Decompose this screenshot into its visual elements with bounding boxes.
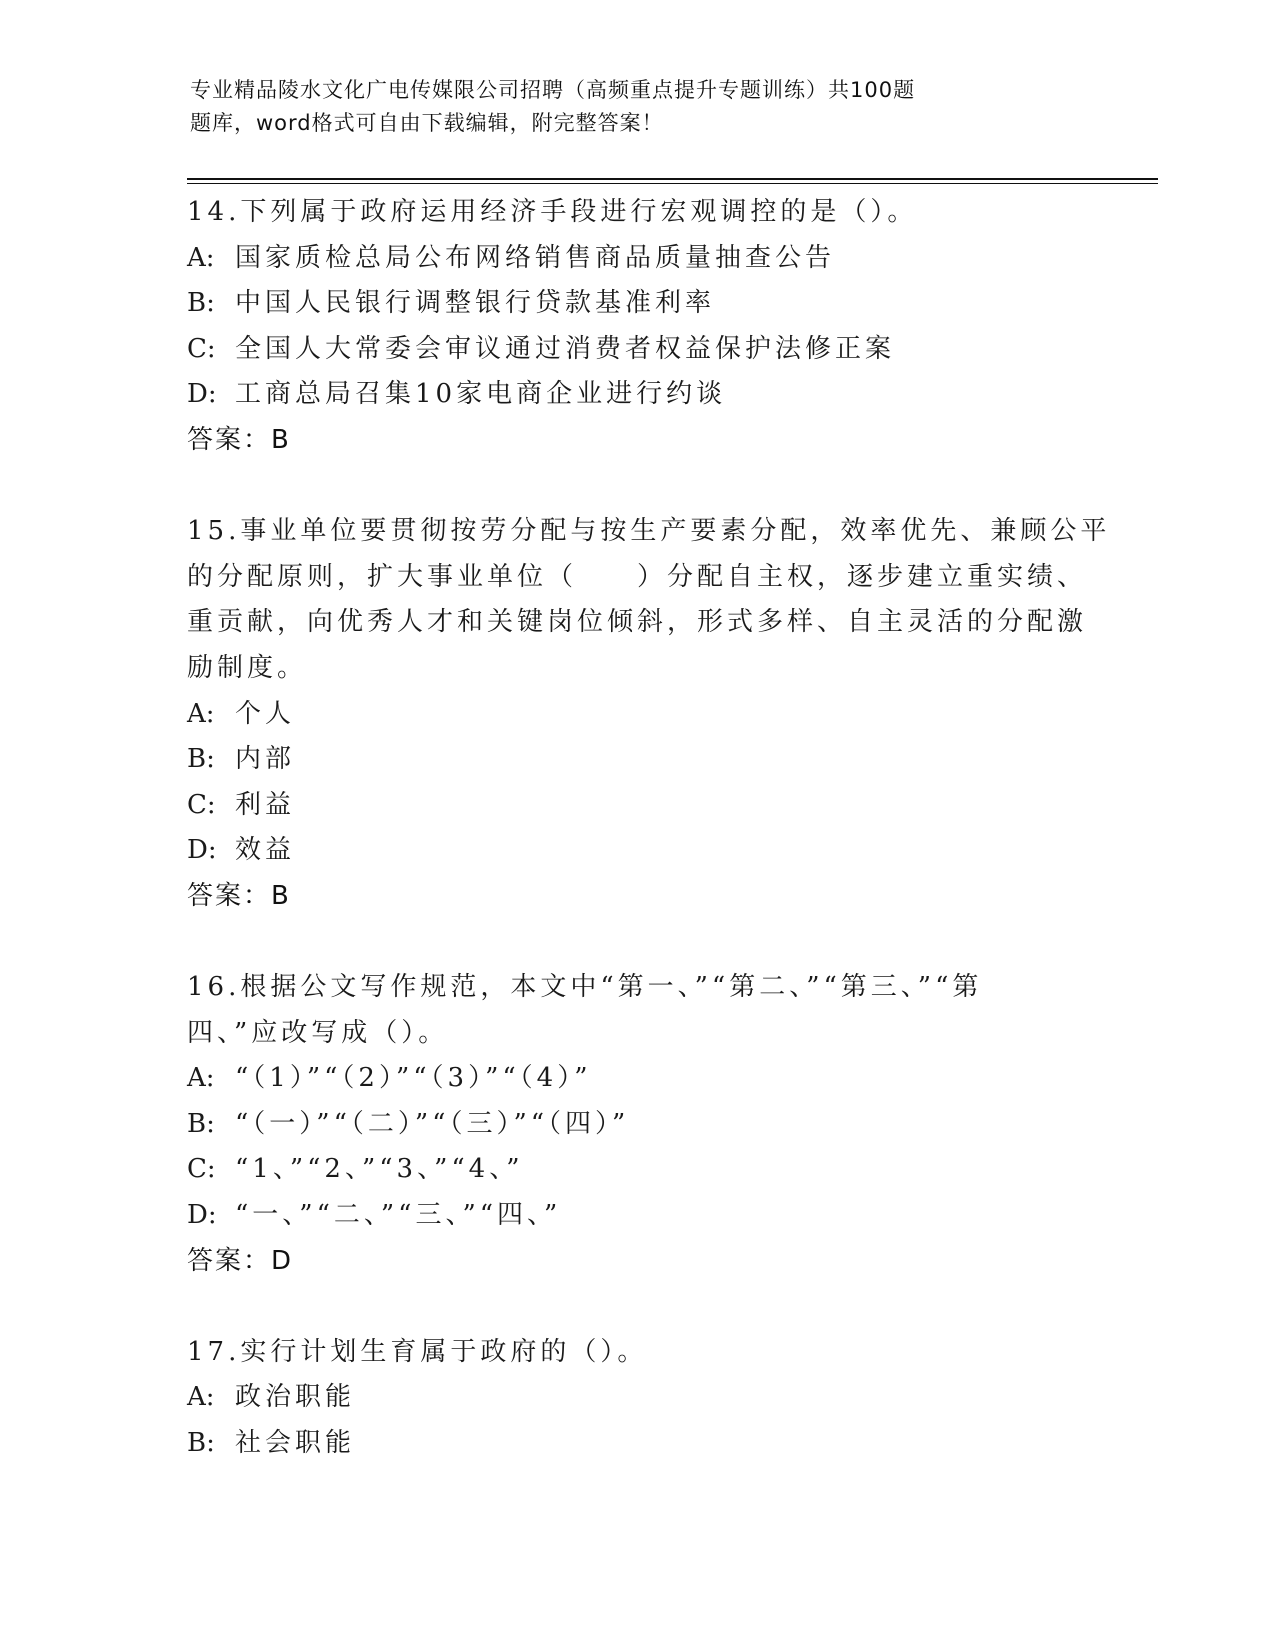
- question-list: [187, 190, 1111, 1467]
- option-text: “1、”“2、”“3、”“4、”: [235, 1154, 524, 1185]
- option-letter: A:: [187, 698, 215, 729]
- option-item: [187, 236, 1087, 282]
- header-divider-thick: [187, 178, 1158, 180]
- question-spacer: [187, 1284, 1087, 1330]
- option-letter: C:: [187, 1154, 216, 1185]
- option-text: 全国人大常委会审议通过消费者权益保护法修正案: [235, 333, 896, 364]
- question-block: [187, 1330, 1087, 1467]
- question-block: [187, 965, 1087, 1284]
- answer-line: 答案：D: [187, 1245, 294, 1276]
- question-block: [187, 190, 1087, 464]
- option-letter: C:: [187, 789, 216, 820]
- option-text: 政治职能: [235, 1382, 356, 1413]
- option-item: [187, 737, 1087, 783]
- option-item: [187, 327, 1087, 373]
- option-item: [187, 1375, 1087, 1421]
- option-item: [187, 692, 1087, 738]
- header-divider-thin: [187, 183, 1158, 184]
- option-item: [187, 1056, 1087, 1102]
- option-item: [187, 1102, 1087, 1148]
- option-letter: D:: [187, 835, 217, 866]
- option-item: [187, 281, 1087, 327]
- option-item: [187, 1147, 1087, 1193]
- option-letter: B:: [187, 744, 215, 775]
- option-text: 个人: [235, 698, 296, 729]
- option-text: 效益: [235, 835, 296, 866]
- question-stem-line: 15.事业单位要贯彻按劳分配与按生产要素分配，效率优先、兼顾公平: [187, 516, 1111, 547]
- question-stem-line: 励制度。: [187, 652, 308, 683]
- option-letter: B:: [187, 1428, 215, 1459]
- option-item: [187, 1193, 1087, 1239]
- option-text: 国家质检总局公布网络销售商品质量抽查公告: [235, 242, 836, 273]
- option-text: 利益: [235, 789, 296, 820]
- question-stem-line: 重贡献，向优秀人才和关键岗位倾斜，形式多样、自主灵活的分配激: [187, 607, 1088, 638]
- option-letter: B:: [187, 288, 215, 319]
- option-text: 社会职能: [235, 1428, 356, 1459]
- question-block: [187, 509, 1111, 919]
- option-letter: A:: [187, 1063, 215, 1094]
- option-text: 工商总局召集10家电商企业进行约谈: [235, 379, 727, 410]
- question-stem-line: 的分配原则，扩大事业单位（ ）分配自主权，逐步建立重实绩、: [187, 561, 1088, 592]
- option-letter: A:: [187, 1382, 215, 1413]
- question-stem-line: 14.下列属于政府运用经济手段进行宏观调控的是（）。: [187, 197, 918, 227]
- option-text: 内部: [235, 744, 296, 775]
- option-item: [187, 828, 1087, 874]
- option-letter: D:: [187, 379, 217, 410]
- option-letter: A:: [187, 242, 215, 273]
- answer-line: 答案：B: [187, 880, 291, 911]
- question-stem-line: 17.实行计划生育属于政府的（）。: [187, 1336, 648, 1367]
- question-spacer: [187, 464, 1087, 510]
- option-item: [187, 783, 1087, 829]
- question-stem-line: 四、”应改写成（）。: [187, 1017, 449, 1048]
- answer-line: 答案：B: [187, 424, 291, 455]
- header-line-1: 专业精品陵水文化广电传媒限公司招聘（高频重点提升专题训练）共100题: [190, 78, 916, 102]
- option-text: 中国人民银行调整银行贷款基准利率: [235, 288, 716, 319]
- header-line-2: 题库，word格式可自由下载编辑，附完整答案！: [190, 111, 664, 135]
- option-text: “（1）”“（2）”“（3）”“（4）”: [235, 1063, 592, 1094]
- option-letter: C:: [187, 333, 216, 364]
- question-stem-line: 16.根据公文写作规范，本文中“第一、”“第二、”“第三、”“第: [187, 972, 983, 1003]
- option-text: “（一）”“（二）”“（三）”“（四）”: [235, 1108, 630, 1139]
- question-spacer: [187, 920, 1087, 966]
- document-header: [190, 74, 1070, 140]
- option-letter: B:: [187, 1108, 215, 1139]
- option-letter: D:: [187, 1200, 217, 1231]
- option-item: [187, 1421, 1087, 1467]
- option-text: “一、”“二、”“三、”“四、”: [235, 1200, 562, 1231]
- option-item: [187, 372, 1087, 418]
